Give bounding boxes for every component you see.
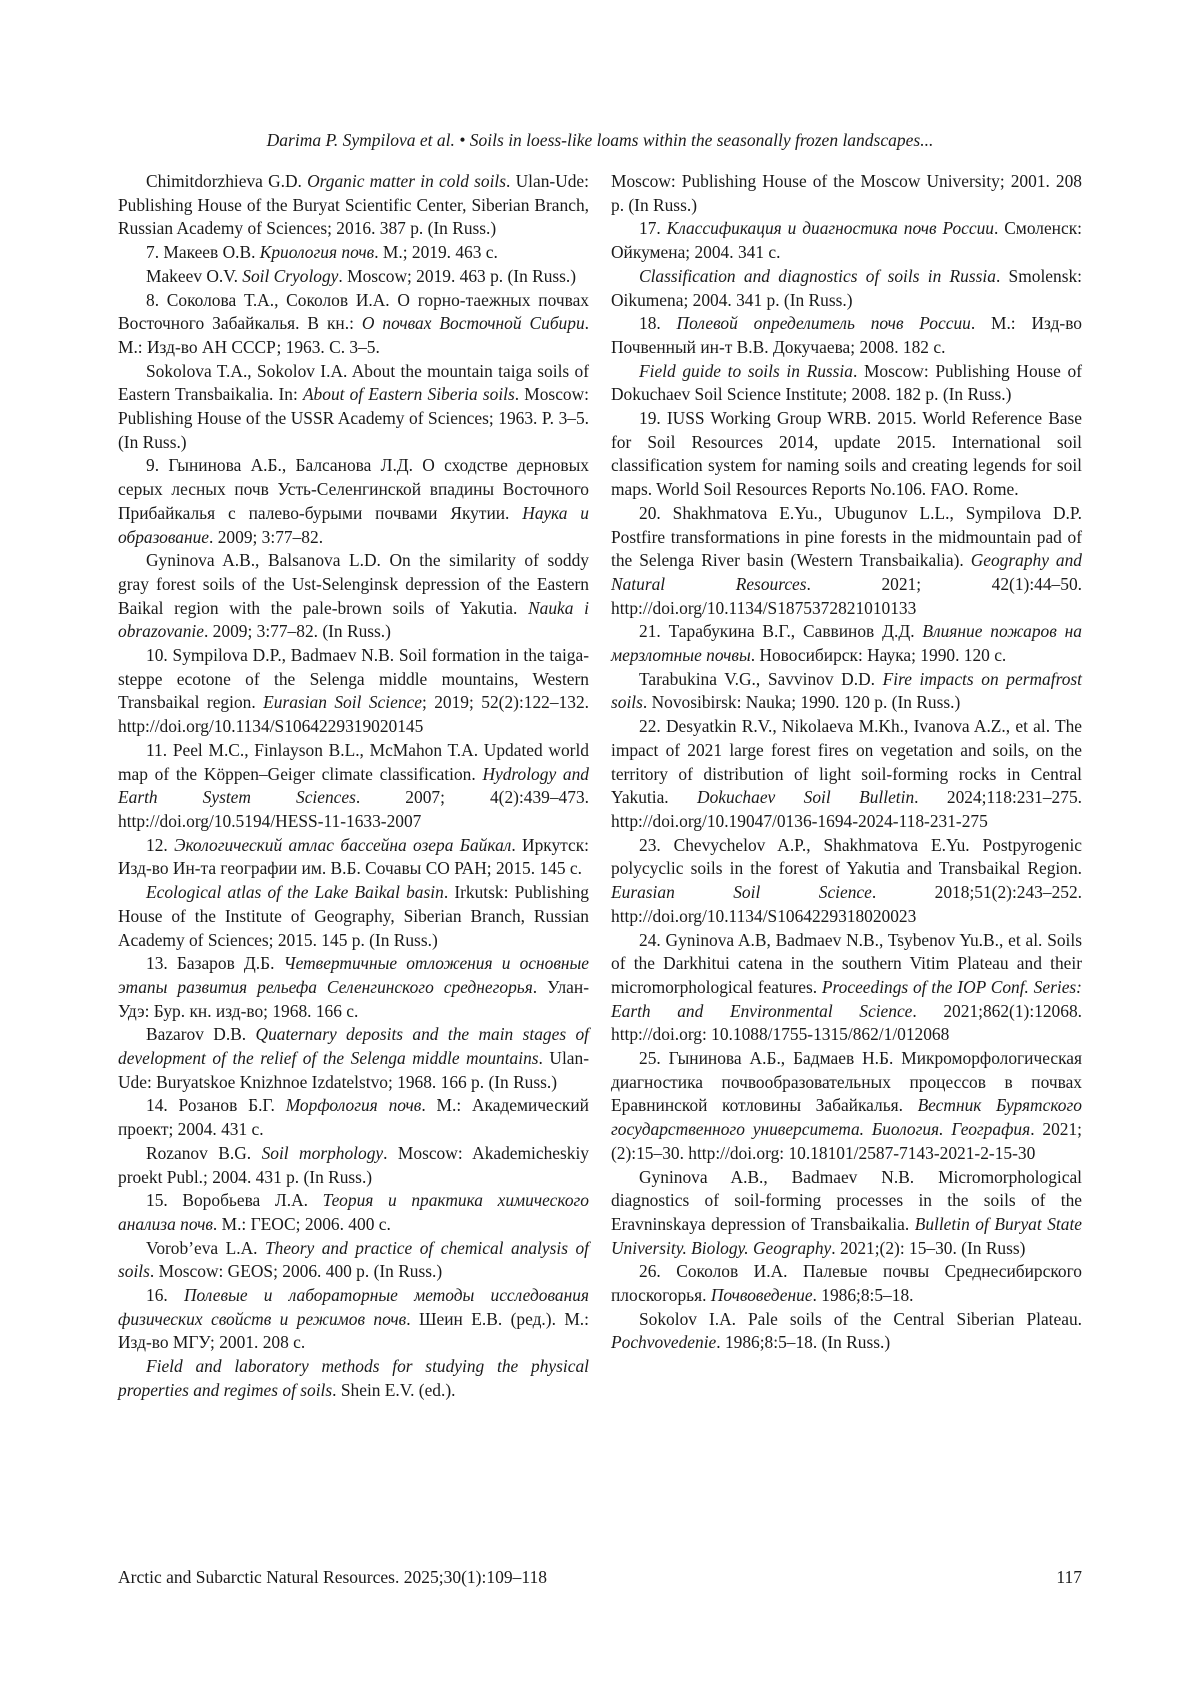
reference-entry — [118, 1142, 589, 1189]
reference-text: . Shein E.V. (ed.). — [332, 1379, 456, 1400]
reference-text: . 2009; 3:77–82. (In Russ.) — [203, 621, 391, 642]
reference-text: . Смоленск: Ойкумена; 2004. 341 с. — [611, 218, 1082, 263]
reference-text: . 2024;118:231–275. http://doi.org/10.19047/0136-1694-2024-118-231-275 — [611, 787, 1082, 831]
reference-text: . 2021;862(1):12068. http://doi.org: 10.1088/1755-1315/862/1/012068 — [611, 1000, 1082, 1045]
reference-entry — [611, 407, 1082, 502]
reference-text: 25. Гынинова А.Б., Бадмаев Н.Б. Микроморфологическая диагностика почвообразовательных процессов в почвах Еравнинской котловины Забайкалья. — [611, 1048, 1082, 1116]
references-left-column — [118, 170, 589, 1403]
reference-title: Влияние пожаров на мерзлотные почвы — [611, 621, 1082, 666]
reference-entry — [611, 620, 1082, 667]
reference-entry — [118, 1094, 589, 1141]
reference-entry — [118, 1023, 589, 1094]
journal-citation: Arctic and Subarctic Natural Resources. 2025;30(1):109–118 — [118, 1567, 547, 1587]
running-title: Darima P. Sympilova et al. • Soils in loess-like loams within the seasonally frozen landscapes... — [266, 130, 934, 150]
reference-entry — [118, 170, 589, 241]
reference-entry — [118, 1355, 589, 1402]
reference-title: О почвах Восточной Сибири — [361, 313, 585, 334]
reference-text: Sokolov I.A. Pale soils of the Central Siberian Plateau. — [639, 1308, 1082, 1329]
reference-text: 15. Воробьева Л.А. — [146, 1190, 323, 1211]
reference-text: 21. Тарабукина В.Г., Саввинов Д.Д. — [639, 621, 923, 642]
reference-title: Classification and diagnostics of soils in Russia — [639, 265, 996, 286]
reference-text: Bazarov D.B. — [146, 1024, 256, 1045]
reference-title: Морфология почв — [285, 1095, 422, 1116]
reference-text: 26. Соколов И.А. Палевые почвы Среднесибирского плоскогорья. — [611, 1261, 1082, 1306]
reference-text: ; 2019; 52(2):122–132. http://doi.org/10.1134/S1064229319020145 — [118, 692, 589, 737]
reference-text: 23. Chevychelov A.P., Shakhmatova E.Yu. Postpyrogenic polycyclic soils in the forest of Yakutia and Transbaikal Region. — [611, 834, 1082, 879]
reference-title: Bulletin of Buryat State University. Biology. Geography — [611, 1213, 1082, 1258]
reference-text: 7. Макеев О.В. — [146, 242, 260, 263]
reference-title: Четвертичные отложения и основные этапы развития рельефа Селенгинского среднегорья — [118, 953, 589, 997]
reference-text: . Moscow: Publishing House of Dokuchaev Soil Science Institute; 2008. 182 p. (In Russ.) — [611, 360, 1082, 405]
reference-text: . Иркутск: Изд-во Ин-та географии им. В.Б. Сочавы СО РАН; 2015. 145 с. — [118, 834, 589, 879]
reference-entry — [118, 265, 589, 289]
reference-text: Sokolova T.A., Sokolov I.A. About the mountain taiga soils of Eastern Transbaikalia. In: — [118, 360, 589, 405]
reference-text: 13. Базаров Д.Б. — [146, 953, 284, 974]
reference-text: . Moscow: GEOS; 2006. 400 p. (In Russ.) — [149, 1261, 443, 1282]
reference-entry — [611, 1166, 1082, 1261]
reference-entry — [611, 929, 1082, 1048]
reference-text: 20. Shakhmatova E.Yu., Ubugunov L.L., Sympilova D.P. Postfire transformations in pine forests in the midmountain pad of the Selenga River basin (Western Transbaikalia). — [611, 502, 1082, 571]
reference-text: . Moscow: Akademicheskiy proekt Publ.; 2004. 431 p. (In Russ.) — [118, 1142, 590, 1187]
reference-title: About of Eastern Siberia soils — [302, 384, 515, 405]
reference-title: Теория и практика химического анализа почв — [118, 1190, 589, 1234]
reference-text: . Smolensk: Oikumena; 2004. 341 p. (In Russ.) — [611, 265, 1082, 310]
reference-title: Экологический атлас бассейна озера Байкал — [174, 834, 512, 855]
reference-entry — [118, 241, 589, 265]
reference-text: Gyninova A.B., Balsanova L.D. On the similarity of soddy gray forest soils of the Ust-Selenginsk depression of the Eastern Baikal region with the pale-brown soils of Yakutia. — [118, 550, 589, 618]
reference-title: Криология почв — [259, 242, 375, 263]
reference-title: Dokuchaev Soil Bulletin — [697, 787, 915, 808]
reference-title: Полевые и лабораторные методы исследования физических свойств и режимов почв — [118, 1285, 589, 1329]
reference-entry — [118, 289, 589, 360]
reference-title: Классификация и диагностика почв России — [666, 218, 994, 239]
reference-title: Proceedings of the IOP Conf. Series: Earth and Environmental Science — [611, 976, 1082, 1021]
reference-entry — [611, 360, 1082, 407]
reference-title: Pochvovedenie — [611, 1332, 717, 1353]
reference-title: Eurasian Soil Science — [611, 882, 872, 903]
reference-text: . М.: Изд-во Почвенный ин-т В.В. Докучаева; 2008. 182 с. — [611, 313, 1082, 357]
reference-entry — [611, 502, 1082, 621]
reference-title: Вестник Бурятского государственного университета. Биология. География — [611, 1095, 1082, 1140]
reference-entry — [118, 1284, 589, 1355]
reference-text: . Ulan-Ude: Publishing House of the Buryat Scientific Center, Siberian Branch, Russian Academy of Sciences; 2016. 387 p. (In Russ.) — [118, 171, 589, 239]
reference-entry — [611, 217, 1082, 264]
reference-title: Soil morphology — [261, 1142, 384, 1163]
reference-text: . 1986;8:5–18. — [812, 1285, 914, 1306]
reference-entry — [611, 1260, 1082, 1307]
reference-text: 17. — [639, 218, 667, 239]
reference-text: 9. Гынинова А.Б., Балсанова Л.Д. О сходстве дерновых серых лесных почв Усть-Селенгинской впадины Восточного Прибайкалья с палево-бурыми почвами Якутии. — [118, 455, 589, 523]
reference-entry — [118, 549, 589, 644]
reference-entry — [118, 834, 589, 881]
reference-text: 22. Desyatkin R.V., Nikolaeva M.Kh., Ivanova A.Z., et al. The impact of 2021 large forest fires on vegetation and soils, on the territory of distribution of light soil-forming rocks in Central Yakutia. — [611, 716, 1082, 808]
references-right-column — [611, 170, 1082, 1355]
reference-text: . 2021; 42(1):44–50. http://doi.org/10.1134/S1875372821010133 — [611, 573, 1082, 618]
reference-title: Ecological atlas of the Lake Baikal basin — [146, 882, 444, 903]
page-number: 117 — [1056, 1567, 1082, 1587]
reference-text: . М.; 2019. 463 с. — [374, 242, 498, 263]
reference-entry — [118, 1189, 589, 1236]
reference-text: . Улан-Удэ: Бур. кн. изд-во; 1968. 166 с. — [118, 976, 589, 1021]
reference-title: Nauka i obrazovanie — [118, 597, 589, 642]
reference-text: Vorob’eva L.A. — [146, 1237, 265, 1258]
reference-text: 10. Sympilova D.P., Badmaev N.B. Soil formation in the taiga-steppe ecotone of the Selenga middle mountains, Western Transbaikal region. — [118, 645, 589, 713]
reference-entry — [611, 834, 1082, 929]
reference-entry — [611, 715, 1082, 834]
reference-text: . 2021;(2): 15–30. (In Russ) — [831, 1237, 1026, 1258]
reference-entry — [611, 1047, 1082, 1166]
reference-title: Field and laboratory methods for studying the physical properties and regimes of soils — [118, 1356, 589, 1400]
reference-text: . Novosibirsk: Nauka; 1990. 120 p. (In Russ.) — [642, 692, 961, 713]
reference-text: 12. — [146, 834, 175, 855]
reference-text: Rozanov B.G. — [146, 1142, 262, 1163]
reference-entry — [611, 668, 1082, 715]
reference-title: Hydrology and Earth System Sciences — [118, 763, 589, 808]
reference-title: Theory and practice of chemical analysis of soils — [118, 1237, 589, 1282]
reference-text: . Irkutsk: Publishing House of the Institute of Geography, Siberian Branch, Russian Academy of Sciences; 2015. 145 p. (In Russ.) — [118, 882, 589, 950]
reference-title: Geography and Natural Resources — [611, 550, 1082, 594]
reference-text: . Новосибирск: Наука; 1990. 120 с. — [750, 645, 1007, 666]
reference-text: . М.: Изд-во АН СССР; 1963. С. 3–5. — [118, 313, 590, 357]
reference-title: Field guide to soils in Russia — [639, 360, 853, 381]
reference-title: Почвоведение — [710, 1285, 813, 1306]
reference-entry — [118, 360, 589, 455]
reference-entry — [118, 454, 589, 549]
reference-text: . 2018;51(2):243–252. http://doi.org/10.1134/S1064229318020023 — [611, 882, 1082, 926]
reference-title: Наука и образование — [118, 502, 590, 547]
reference-text: . Ulan-Ude: Buryatskoe Knizhnoe Izdatelstvo; 1968. 166 p. (In Russ.) — [118, 1048, 589, 1092]
reference-title: Organic matter in cold soils — [307, 171, 507, 191]
reference-text: 18. — [639, 313, 677, 334]
reference-entry — [611, 312, 1082, 359]
reference-text: Chimitdorzhieva G.D. — [146, 171, 308, 191]
reference-text: . 2007; 4(2):439–473. http://doi.org/10.5194/HESS-11-1633-2007 — [118, 787, 589, 831]
reference-title: Eurasian Soil Science — [263, 692, 422, 713]
reference-title: Soil Cryology — [242, 265, 339, 286]
reference-text: 11. Peel M.C., Finlayson B.L., McMahon T.A. Updated world map of the Köppen–Geiger climate classification. — [118, 739, 589, 784]
reference-entry — [118, 1237, 589, 1284]
reference-text: . М.: ГЕОС; 2006. 400 с. — [212, 1213, 391, 1234]
reference-text: 8. Соколова Т.А., Соколов И.А. О горно-таежных почвах Восточного Забайкалья. В кн.: — [118, 289, 589, 334]
reference-text: . 2021;(2):15–30. http://doi.org: 10.18101/2587-7143-2021-2-15-30 — [611, 1119, 1083, 1163]
reference-text: 24. Gyninova A.B, Badmaev N.B., Tsybenov Yu.B., et al. Soils of the Darkhitui catena in the southern Vitim Plateau and their micromorphological features. — [611, 929, 1082, 997]
reference-text: . Moscow: Publishing House of the USSR Academy of Sciences; 1963. P. 3–5. (In Russ.) — [118, 384, 589, 452]
reference-entry — [611, 1308, 1082, 1355]
reference-text: 14. Розанов Б.Г. — [146, 1095, 286, 1116]
reference-title: Quaternary deposits and the main stages of development of the relief of the Selenga middle mountains — [118, 1024, 589, 1069]
reference-entry — [118, 739, 589, 834]
reference-title: Полевой определитель почв России — [676, 313, 971, 334]
reference-entry — [118, 881, 589, 952]
reference-text: 16. — [146, 1285, 184, 1306]
reference-entry — [611, 170, 1082, 217]
reference-title: Fire impacts on permafrost soils — [611, 668, 1082, 713]
reference-text: . М.: Академический проект; 2004. 431 с. — [118, 1095, 589, 1140]
reference-text: . 2009; 3:77–82. — [209, 526, 324, 547]
reference-text: . 1986;8:5–18. (In Russ.) — [716, 1332, 891, 1353]
reference-entry — [118, 644, 589, 739]
reference-text: Tarabukina V.G., Savvinov D.D. — [639, 668, 883, 689]
reference-entry — [118, 952, 589, 1023]
reference-entry — [611, 265, 1082, 312]
reference-text: Moscow: Publishing House of the Moscow University; 2001. 208 p. (In Russ.) — [611, 171, 1082, 215]
reference-text: . Шеин Е.В. (ред.). М.: Изд-во МГУ; 2001. 208 с. — [118, 1308, 589, 1353]
reference-text: 19. IUSS Working Group WRB. 2015. World Reference Base for Soil Resources 2014, update 2015. International soil classification system for naming soils and creating legends for soil maps. World Soil Resources Reports No.106. FAO. Rome. — [611, 408, 1082, 500]
reference-text: Gyninova A.B., Badmaev N.B. Micromorphological diagnostics of soil-forming processes in the soils of the Eravninskaya depression of Transbaikalia. — [611, 1166, 1082, 1234]
reference-text: Makeev O.V. — [146, 265, 243, 286]
reference-text: . Moscow; 2019. 463 p. (In Russ.) — [338, 265, 577, 286]
